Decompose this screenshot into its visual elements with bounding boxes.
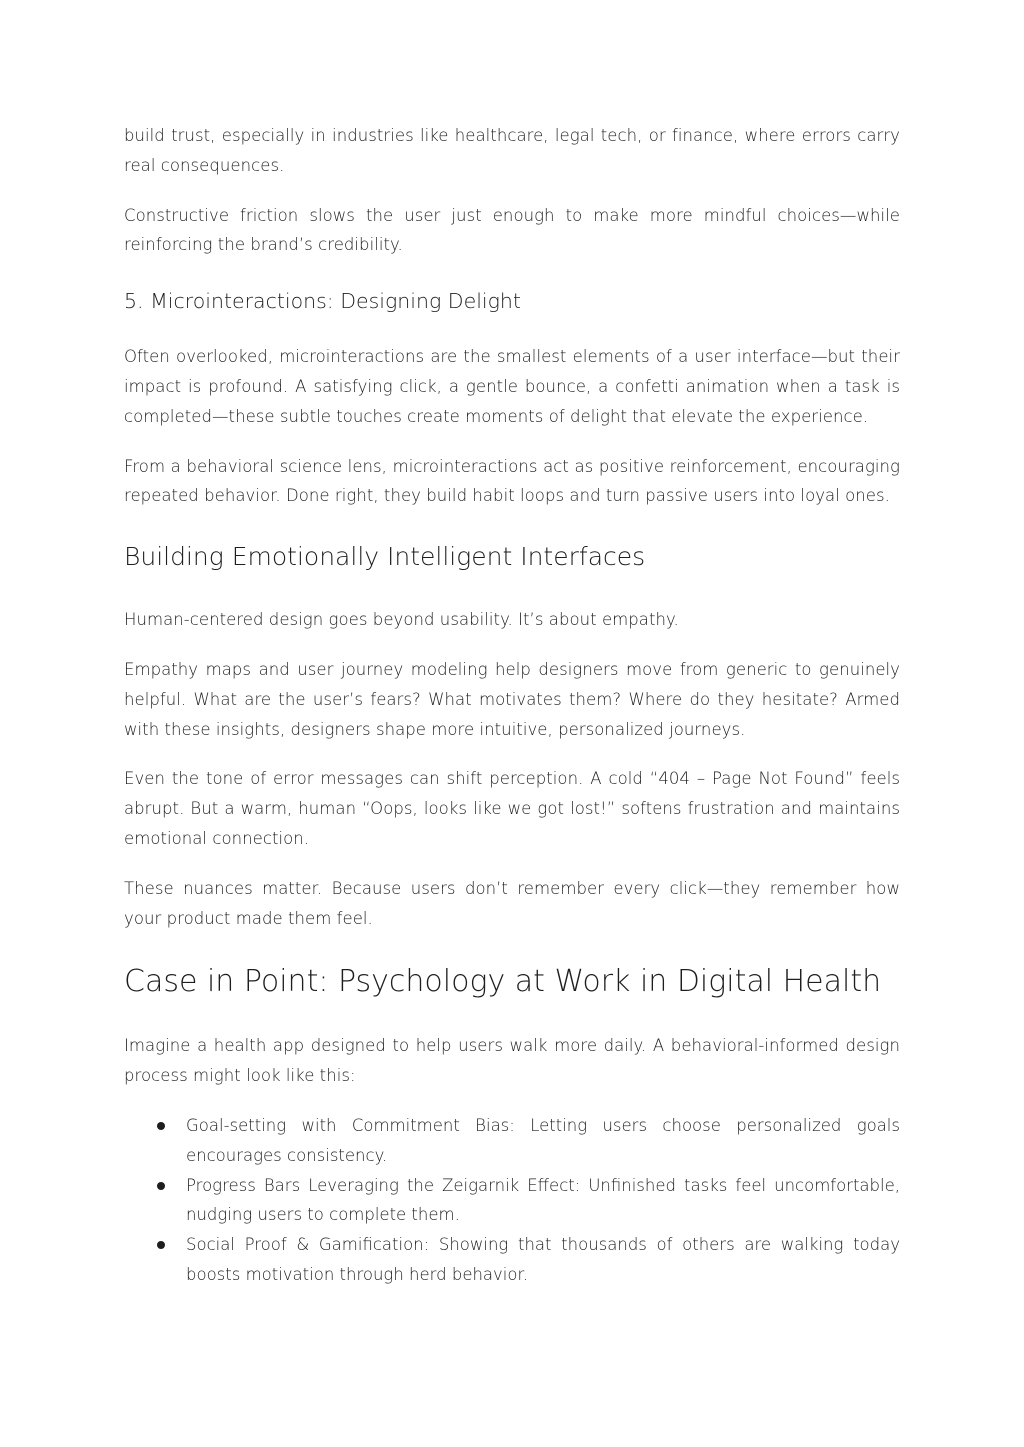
bullet-dot-icon xyxy=(157,1122,165,1130)
paragraph-case-intro: Imagine a health app designed to help users walk more daily. A behavioral-informed design process might look like this: xyxy=(124,1036,900,1086)
list-item xyxy=(124,1171,900,1231)
paragraph-microinteractions-2: From a behavioral science lens, microinteractions act as positive reinforcement, encouraging repeated behavior. Done right, they build habit loops and turn passive users into loyal ones. xyxy=(124,456,900,506)
paragraph-trust: build trust, especially in industries like healthcare, legal tech, or finance, where errors carry real consequences. xyxy=(124,126,900,175)
section-heading-case-in-point: Case in Point: Psychology at Work in Digital Health xyxy=(124,964,882,1000)
list-item xyxy=(124,1230,900,1290)
document-page xyxy=(124,121,900,1290)
bullet-dot-icon xyxy=(157,1182,165,1190)
list-item-text: Social Proof & Gamification: Showing that thousands of others are walking today boosts motivation through herd behavior. xyxy=(186,1235,900,1284)
list-item xyxy=(124,1111,900,1171)
section-heading-microinteractions: 5. Microinteractions: Designing Delight xyxy=(124,289,521,314)
bullet-list xyxy=(124,1111,900,1290)
list-item-text: Goal-setting with Commitment Bias: Letting users choose personalized goals encourages consistency. xyxy=(186,1115,900,1165)
paragraph-emotional-3: Even the tone of error messages can shift perception. A cold “404 – Page Not Found” feels abrupt. But a warm, human “Oops, looks like we got lost!” softens frustration and maintains emotional connection. xyxy=(124,769,900,848)
paragraph-constructive-friction: Constructive friction slows the user just enough to make more mindful choices—while reinforcing the brand’s credibility. xyxy=(124,205,900,255)
paragraph-emotional-1: Human-centered design goes beyond usability. It’s about empathy. xyxy=(124,610,679,630)
paragraph-emotional-2: Empathy maps and user journey modeling help designers move from generic to genuinely helpful. What are the user’s fears? What motivates them? Where do they hesitate? Armed with these insights, designers shape more intuitive, personalized journeys. xyxy=(124,659,900,739)
section-heading-emotional-interfaces: Building Emotionally Intelligent Interfaces xyxy=(124,542,646,572)
paragraph-microinteractions-1: Often overlooked, microinteractions are the smallest elements of a user interface—but their impact is profound. A satisfying click, a gentle bounce, a confetti animation when a task is completed—these subtle touches create moments of delight that elevate the experience. xyxy=(124,347,900,426)
paragraph-emotional-4: These nuances matter. Because users don’t remember every click—they remember how your product made them feel. xyxy=(124,878,900,928)
bullet-dot-icon xyxy=(157,1241,165,1249)
list-item-text: Progress Bars Leveraging the Zeigarnik Effect: Unfinished tasks feel uncomfortable, nudging users to complete them. xyxy=(186,1175,900,1225)
